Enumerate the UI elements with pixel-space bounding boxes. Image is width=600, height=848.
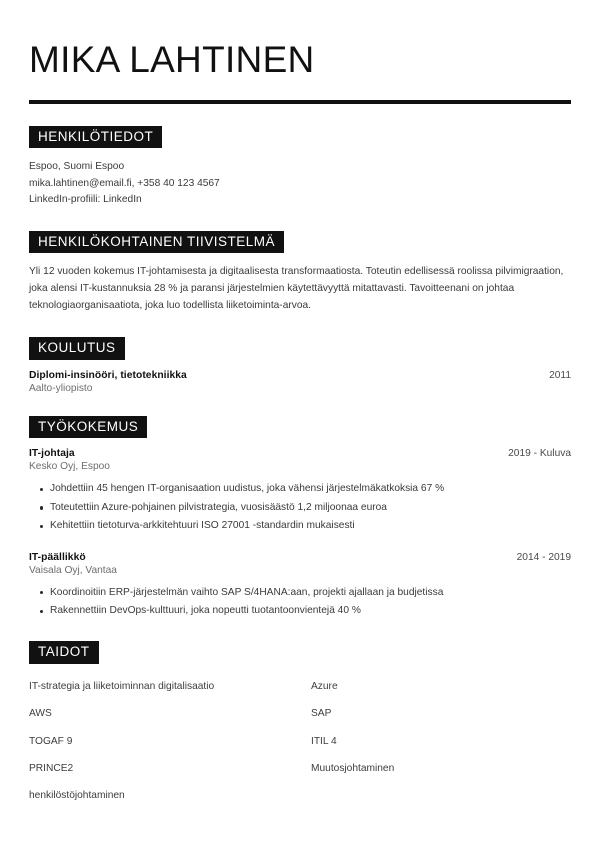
job-title: IT-johtaja: [29, 448, 75, 460]
job-bullet: Toteutettiin Azure-pohjainen pilvistrategia, vuosisäästö 1,2 miljoonaa euroa: [29, 500, 571, 516]
job-bullets: [29, 585, 571, 620]
skill-item: SAP: [311, 708, 332, 720]
experience-entry-head: [29, 552, 571, 563]
section-badge-education: KOULUTUS: [29, 337, 125, 360]
job-dates: 2019 - Kuluva: [508, 448, 571, 460]
job-bullet: Kehitettiin tietoturva-arkkitehtuuri ISO 27001 -standardin mukaisesti: [29, 518, 571, 534]
section-badge-summary: HENKILÖKOHTAINEN TIIVISTELMÄ: [29, 231, 284, 254]
skills-column-left: [29, 674, 311, 810]
section-skills: [29, 641, 571, 810]
skill-item: PRINCE2: [29, 762, 74, 774]
summary-text: Yli 12 vuoden kokemus IT-johtamisesta ja digitaalisesta transformaatiosta. Toteutin edellisessä roolissa pilvimigraation, joka alensi IT-kustannuksia 28 % ja paransi järjestelmien käytettävyyttä mitattavasti. Tavoitteenani on johtaa teknologiaorganisaatiota, joka luo todellista liiketoiminta-arvoa.: [29, 266, 564, 312]
job-bullets: [29, 481, 571, 534]
skill-item: IT-strategia ja liiketoiminnan digitalisaatio: [29, 681, 215, 693]
section-badge-skills: TAIDOT: [29, 641, 99, 664]
education-entry: [29, 370, 571, 394]
job-title: IT-päällikkö: [29, 551, 86, 563]
personal-details-body: [29, 159, 571, 209]
skill-item: Muutosjohtaminen: [311, 762, 395, 774]
section-badge-experience: TYÖKOKEMUS: [29, 416, 147, 439]
section-experience: [29, 416, 571, 620]
skill-item: ITIL 4: [311, 735, 337, 747]
page-title: MIKA LAHTINEN: [29, 39, 315, 80]
skills-column-right: [311, 674, 593, 810]
experience-entry: [29, 552, 571, 620]
education-degree: Diplomi-insinööri, tietotekniikka: [29, 369, 187, 381]
summary-body: [29, 264, 571, 315]
job-bullet: Rakennettiin DevOps-kulttuuri, joka nopeutti tuotantoonvientejä 40 %: [29, 603, 571, 619]
header-divider: [29, 100, 571, 104]
education-institution: Aalto-yliopisto: [29, 382, 93, 394]
contact-email-phone: mika.lahtinen@email.fi, +358 40 123 4567: [29, 177, 220, 189]
experience-entry-head: [29, 448, 571, 459]
experience-entry: [29, 448, 571, 534]
job-company: Vaisala Oyj, Vantaa: [29, 564, 117, 576]
skill-item: AWS: [29, 708, 52, 720]
skill-item: Azure: [311, 681, 338, 693]
section-badge-personal-details: HENKILÖTIEDOT: [29, 126, 162, 149]
job-company: Kesko Oyj, Espoo: [29, 461, 110, 473]
section-education: [29, 337, 571, 394]
skill-item: TOGAF 9: [29, 735, 73, 747]
job-dates: 2014 - 2019: [516, 551, 571, 563]
contact-linkedin[interactable]: LinkedIn-profiili: LinkedIn: [29, 194, 142, 206]
section-personal-details: [29, 126, 571, 209]
job-bullet: Johdettiin 45 hengen IT-organisaation uudistus, joka vähensi järjestelmäkatkoksia 67 %: [29, 481, 571, 497]
education-entry-head: [29, 370, 571, 381]
job-bullet: Koordinoitiin ERP-järjestelmän vaihto SAP S/4HANA:aan, projekti ajallaan ja budjetissa: [29, 585, 571, 601]
section-summary: [29, 231, 571, 315]
contact-location: Espoo, Suomi Espoo: [29, 161, 125, 173]
skill-item: henkilöstöjohtaminen: [29, 790, 125, 802]
education-year: 2011: [549, 369, 571, 381]
skills-grid: [29, 674, 571, 810]
